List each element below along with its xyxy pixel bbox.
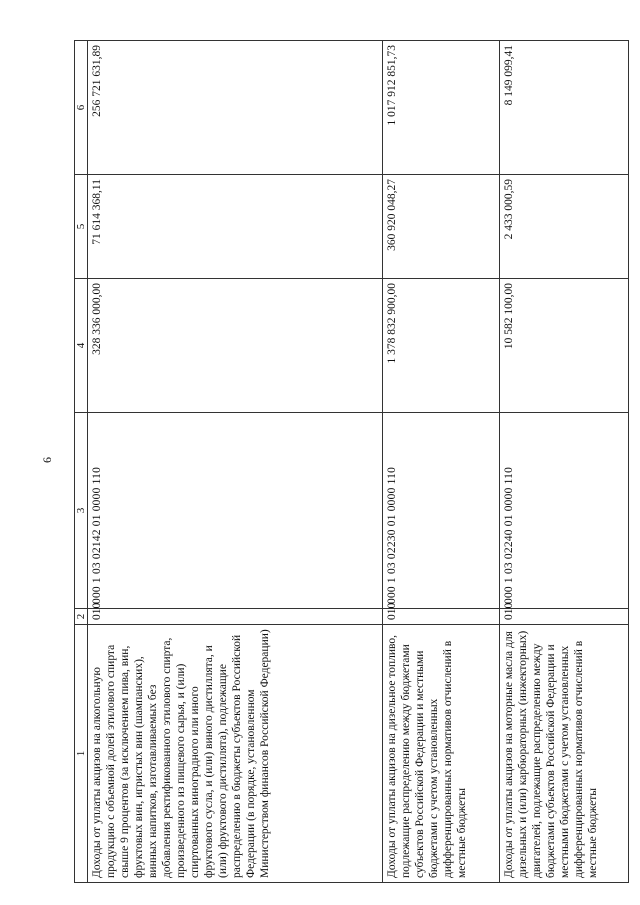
header-cell-5: 5 [75,175,88,279]
table-header-row [75,41,88,883]
row-col5-cell: 360 920 048,27 [383,175,500,279]
header-cell-2: 2 [75,609,88,625]
row-col4-cell: 1 378 832 900,00 [383,279,500,413]
row-name-cell: Доходы от уплаты акцизов на алкогольную продукцию с объемной долей этилового спирта свыше 9 процентов (за исключением пива, вин, фруктовых вин, игристых вин (шампанских), винных напитков, изготавливаемых без добавления ректификованного этилового спирта, произведенного из пищевого сырья, и (или) спиртованных виноградного или иного фруктового сусла, и (или) виного дистиллята, и (или) фруктового дистиллята), подлежащие распределению в бюджеты субъектов Российской Федерации (в порядке, установленном Министерством финансов Российской Федерации) [88,625,383,883]
report-table [74,40,629,883]
row-col6-cell: 256 721 631,89 [88,41,383,175]
header-cell-3: 3 [75,413,88,609]
row-col4-cell: 328 336 000,00 [88,279,383,413]
header-cell-1: 1 [75,625,88,883]
row-name-cell: Доходы от уплаты акцизов на моторные масла для дизельных и (или) карбюраторных (инжекторных) двигателей, подлежащие распределению между бюджетами субъектов Российской Федерации и местными бюджетами с учетом установленных дифференцированных нормативов отчислений в местные бюджеты [500,625,629,883]
row-code-cell: 010 [500,609,629,625]
row-col5-cell: 2 433 000,59 [500,175,629,279]
row-code-cell: 010 [383,609,500,625]
page-number: 6 [40,457,54,463]
row-col5-cell: 71 614 368,11 [88,175,383,279]
row-code-cell: 010 [88,609,383,625]
row-col6-cell: 1 017 912 851,73 [383,41,500,175]
table-row [500,41,629,883]
header-cell-6: 6 [75,41,88,175]
row-kbk-cell: 000 1 03 02142 01 0000 110 [88,413,383,609]
row-name-cell: Доходы от уплаты акцизов на дизельное топливо, подлежащие распределению между бюджетами субъектов Российской Федерации и местными бюджетами с учетом установленных дифференцированных нормативов отчислений в местные бюджеты [383,625,500,883]
header-cell-4: 4 [75,279,88,413]
table-row [88,41,383,883]
row-kbk-cell: 000 1 03 02240 01 0000 110 [500,413,629,609]
table-row [383,41,500,883]
row-kbk-cell: 000 1 03 02230 01 0000 110 [383,413,500,609]
row-col6-cell: 8 149 099,41 [500,41,629,175]
row-col4-cell: 10 582 100,00 [500,279,629,413]
rotated-table-container [74,41,614,883]
